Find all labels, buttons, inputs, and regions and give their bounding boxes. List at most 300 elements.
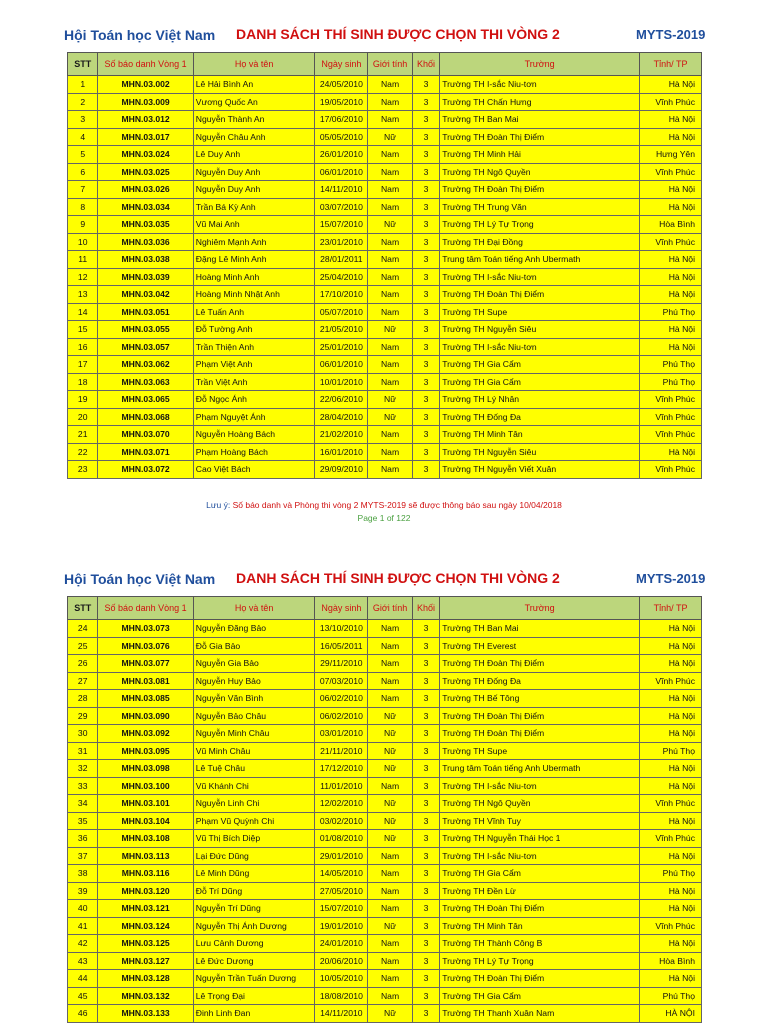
cell-stt: 37 bbox=[68, 847, 98, 865]
table-row bbox=[68, 847, 702, 865]
cell-gender: Nam bbox=[368, 373, 413, 391]
cell-birth-date: 13/10/2010 bbox=[315, 620, 368, 638]
cell-school: Trung tâm Toán tiếng Anh Ubermath bbox=[440, 251, 640, 269]
table-row bbox=[68, 865, 702, 883]
cell-stt: 46 bbox=[68, 1005, 98, 1023]
cell-stt: 12 bbox=[68, 268, 98, 286]
cell-school: Trường TH Gia Cẩm bbox=[440, 865, 640, 883]
cell-candidate-id: MHN.03.051 bbox=[98, 303, 193, 321]
table-row bbox=[68, 163, 702, 181]
cell-gender: Nữ bbox=[368, 707, 413, 725]
cell-birth-date: 28/04/2010 bbox=[315, 408, 368, 426]
cell-birth-date: 25/01/2010 bbox=[315, 338, 368, 356]
table-row bbox=[68, 637, 702, 655]
cell-school: Trường TH Đống Đa bbox=[440, 672, 640, 690]
column-header-school: Trường bbox=[440, 597, 640, 620]
cell-province: Phú Thọ bbox=[640, 987, 702, 1005]
cell-candidate-id: MHN.03.085 bbox=[98, 690, 193, 708]
cell-full-name: Nguyễn Thành An bbox=[193, 111, 315, 129]
cell-grade: 3 bbox=[412, 216, 439, 234]
cell-school: Trường TH Đống Đa bbox=[440, 408, 640, 426]
cell-province: Hòa Bình bbox=[640, 952, 702, 970]
cell-full-name: Nguyễn Gia Bảo bbox=[193, 655, 315, 673]
cell-grade: 3 bbox=[412, 233, 439, 251]
column-header-grade: Khối bbox=[412, 53, 439, 76]
cell-province: Phú Thọ bbox=[640, 303, 702, 321]
footnote-label: Lưu ý: bbox=[206, 500, 231, 510]
cell-gender: Nam bbox=[368, 655, 413, 673]
table-row bbox=[68, 233, 702, 251]
cell-school: Trường TH Lý Tự Trọng bbox=[440, 952, 640, 970]
cell-grade: 3 bbox=[412, 637, 439, 655]
cell-birth-date: 12/02/2010 bbox=[315, 795, 368, 813]
table-row bbox=[68, 461, 702, 479]
cell-candidate-id: MHN.03.026 bbox=[98, 181, 193, 199]
cell-candidate-id: MHN.03.038 bbox=[98, 251, 193, 269]
cell-candidate-id: MHN.03.077 bbox=[98, 655, 193, 673]
cell-grade: 3 bbox=[412, 795, 439, 813]
cell-gender: Nữ bbox=[368, 812, 413, 830]
cell-stt: 43 bbox=[68, 952, 98, 970]
cell-grade: 3 bbox=[412, 251, 439, 269]
column-header-full-name: Họ và tên bbox=[193, 597, 315, 620]
cell-birth-date: 29/01/2010 bbox=[315, 847, 368, 865]
cell-province: Hà Nội bbox=[640, 111, 702, 129]
cell-birth-date: 21/11/2010 bbox=[315, 742, 368, 760]
cell-full-name: Lê Đức Dương bbox=[193, 952, 315, 970]
cell-full-name: Nguyễn Duy Anh bbox=[193, 163, 315, 181]
table-row bbox=[68, 690, 702, 708]
table-row bbox=[68, 198, 702, 216]
cell-school: Trường TH Đoàn Thị Điểm bbox=[440, 655, 640, 673]
column-header-birth-date: Ngày sinh bbox=[315, 53, 368, 76]
document-title: DANH SÁCH THÍ SINH ĐƯỢC CHỌN THI VÒNG 2 bbox=[236, 26, 560, 42]
cell-school: Trường TH Nguyễn Viết Xuân bbox=[440, 461, 640, 479]
cell-birth-date: 19/01/2010 bbox=[315, 917, 368, 935]
footnote-text: Số báo danh và Phòng thi vòng 2 MYTS-2019 sẽ được thông báo sau ngày 10/04/2018 bbox=[232, 500, 562, 510]
cell-gender: Nam bbox=[368, 426, 413, 444]
cell-school: Trường TH Gia Cẩm bbox=[440, 373, 640, 391]
cell-gender: Nữ bbox=[368, 408, 413, 426]
cell-full-name: Lại Đức Dũng bbox=[193, 847, 315, 865]
cell-grade: 3 bbox=[412, 900, 439, 918]
cell-birth-date: 14/05/2010 bbox=[315, 865, 368, 883]
cell-school: Trường TH Đại Đồng bbox=[440, 233, 640, 251]
cell-school: Trường TH Đoàn Thị Điểm bbox=[440, 900, 640, 918]
cell-candidate-id: MHN.03.065 bbox=[98, 391, 193, 409]
page-number: Page 1 of 122 bbox=[357, 513, 411, 523]
table-row bbox=[68, 795, 702, 813]
cell-gender: Nữ bbox=[368, 1005, 413, 1023]
cell-gender: Nữ bbox=[368, 216, 413, 234]
table-row bbox=[68, 655, 702, 673]
cell-province: Hà Nội bbox=[640, 777, 702, 795]
cell-grade: 3 bbox=[412, 987, 439, 1005]
cell-school: Trường TH Supe bbox=[440, 742, 640, 760]
cell-gender: Nam bbox=[368, 233, 413, 251]
cell-candidate-id: MHN.03.039 bbox=[98, 268, 193, 286]
cell-full-name: Nguyễn Châu Anh bbox=[193, 128, 315, 146]
cell-birth-date: 29/09/2010 bbox=[315, 461, 368, 479]
cell-grade: 3 bbox=[412, 970, 439, 988]
table-row bbox=[68, 620, 702, 638]
column-header-full-name: Họ và tên bbox=[193, 53, 315, 76]
table-row bbox=[68, 391, 702, 409]
cell-birth-date: 16/01/2010 bbox=[315, 443, 368, 461]
table-row bbox=[68, 408, 702, 426]
cell-birth-date: 14/11/2010 bbox=[315, 1005, 368, 1023]
cell-stt: 5 bbox=[68, 146, 98, 164]
cell-province: Vĩnh Phúc bbox=[640, 233, 702, 251]
cell-province: Hà Nội bbox=[640, 338, 702, 356]
cell-grade: 3 bbox=[412, 461, 439, 479]
cell-province: Phú Thọ bbox=[640, 356, 702, 374]
cell-province: Hà Nội bbox=[640, 268, 702, 286]
cell-stt: 45 bbox=[68, 987, 98, 1005]
cell-school: Trường TH Đền Lừ bbox=[440, 882, 640, 900]
page-2 bbox=[0, 544, 768, 1019]
cell-full-name: Nguyễn Duy Anh bbox=[193, 181, 315, 199]
cell-stt: 18 bbox=[68, 373, 98, 391]
cell-school: Trường TH Đoàn Thị Điểm bbox=[440, 181, 640, 199]
table-row bbox=[68, 356, 702, 374]
table-row bbox=[68, 426, 702, 444]
cell-candidate-id: MHN.03.081 bbox=[98, 672, 193, 690]
cell-full-name: Phạm Hoàng Bách bbox=[193, 443, 315, 461]
cell-candidate-id: MHN.03.076 bbox=[98, 637, 193, 655]
table-row bbox=[68, 181, 702, 199]
cell-province: Vĩnh Phúc bbox=[640, 795, 702, 813]
cell-candidate-id: MHN.03.132 bbox=[98, 987, 193, 1005]
cell-province: Phú Thọ bbox=[640, 865, 702, 883]
cell-candidate-id: MHN.03.116 bbox=[98, 865, 193, 883]
table-row bbox=[68, 321, 702, 339]
cell-gender: Nam bbox=[368, 338, 413, 356]
cell-birth-date: 26/01/2010 bbox=[315, 146, 368, 164]
cell-candidate-id: MHN.03.042 bbox=[98, 286, 193, 304]
column-header-gender: Giới tính bbox=[368, 53, 413, 76]
cell-birth-date: 03/01/2010 bbox=[315, 725, 368, 743]
cell-school: Trường TH I-sắc Niu-tơn bbox=[440, 777, 640, 795]
cell-stt: 14 bbox=[68, 303, 98, 321]
cell-birth-date: 03/07/2010 bbox=[315, 198, 368, 216]
cell-school: Trường TH Đoàn Thị Điểm bbox=[440, 286, 640, 304]
cell-school: Trường TH I-sắc Niu-tơn bbox=[440, 268, 640, 286]
cell-province: Vĩnh Phúc bbox=[640, 461, 702, 479]
cell-province: Hà Nội bbox=[640, 760, 702, 778]
cell-grade: 3 bbox=[412, 620, 439, 638]
cell-stt: 26 bbox=[68, 655, 98, 673]
cell-province: Vĩnh Phúc bbox=[640, 93, 702, 111]
cell-stt: 30 bbox=[68, 725, 98, 743]
table-row bbox=[68, 672, 702, 690]
cell-province: Hà Nội bbox=[640, 690, 702, 708]
table-row bbox=[68, 917, 702, 935]
cell-province: Vĩnh Phúc bbox=[640, 426, 702, 444]
cell-full-name: Đỗ Tường Anh bbox=[193, 321, 315, 339]
cell-stt: 38 bbox=[68, 865, 98, 883]
candidate-table bbox=[67, 596, 702, 1023]
cell-full-name: Đỗ Trí Dũng bbox=[193, 882, 315, 900]
table-row bbox=[68, 812, 702, 830]
cell-province: Hưng Yên bbox=[640, 146, 702, 164]
table-row bbox=[68, 725, 702, 743]
column-header-province: Tỉnh/ TP bbox=[640, 597, 702, 620]
cell-grade: 3 bbox=[412, 391, 439, 409]
cell-province: Hà Nội bbox=[640, 181, 702, 199]
table-row bbox=[68, 251, 702, 269]
cell-grade: 3 bbox=[412, 93, 439, 111]
cell-candidate-id: MHN.03.070 bbox=[98, 426, 193, 444]
cell-stt: 4 bbox=[68, 128, 98, 146]
cell-stt: 21 bbox=[68, 426, 98, 444]
competition-code: MYTS-2019 bbox=[636, 571, 706, 586]
cell-full-name: Trần Thiện Anh bbox=[193, 338, 315, 356]
cell-full-name: Đỗ Gia Bảo bbox=[193, 637, 315, 655]
cell-grade: 3 bbox=[412, 742, 439, 760]
cell-school: Trường TH Gia Cẩm bbox=[440, 356, 640, 374]
cell-grade: 3 bbox=[412, 672, 439, 690]
cell-province: Hà Nội bbox=[640, 970, 702, 988]
cell-province: Vĩnh Phúc bbox=[640, 391, 702, 409]
cell-school: Trường TH Lý Nhân bbox=[440, 391, 640, 409]
cell-full-name: Nguyễn Thị Ánh Dương bbox=[193, 917, 315, 935]
cell-school: Trường TH I-sắc Niu-tơn bbox=[440, 338, 640, 356]
cell-school: Trường TH Đoàn Thị Điểm bbox=[440, 970, 640, 988]
cell-gender: Nam bbox=[368, 181, 413, 199]
cell-stt: 10 bbox=[68, 233, 98, 251]
cell-stt: 27 bbox=[68, 672, 98, 690]
cell-full-name: Cao Việt Bách bbox=[193, 461, 315, 479]
cell-full-name: Phạm Việt Anh bbox=[193, 356, 315, 374]
cell-birth-date: 19/05/2010 bbox=[315, 93, 368, 111]
cell-province: Hà Nội bbox=[640, 655, 702, 673]
cell-full-name: Lưu Cảnh Dương bbox=[193, 935, 315, 953]
page-header bbox=[0, 0, 768, 52]
cell-grade: 3 bbox=[412, 690, 439, 708]
cell-school: Trường TH Vĩnh Tuy bbox=[440, 812, 640, 830]
cell-gender: Nam bbox=[368, 882, 413, 900]
cell-gender: Nữ bbox=[368, 760, 413, 778]
cell-grade: 3 bbox=[412, 443, 439, 461]
cell-gender: Nữ bbox=[368, 917, 413, 935]
cell-province: Hà Nội bbox=[640, 935, 702, 953]
cell-full-name: Lê Duy Anh bbox=[193, 146, 315, 164]
table-row bbox=[68, 128, 702, 146]
footnote bbox=[0, 500, 768, 510]
cell-candidate-id: MHN.03.017 bbox=[98, 128, 193, 146]
cell-full-name: Nguyễn Minh Châu bbox=[193, 725, 315, 743]
cell-stt: 34 bbox=[68, 795, 98, 813]
cell-grade: 3 bbox=[412, 303, 439, 321]
cell-school: Trường TH Đoàn Thị Điểm bbox=[440, 725, 640, 743]
cell-school: Trường TH Nguyễn Siêu bbox=[440, 321, 640, 339]
cell-gender: Nam bbox=[368, 952, 413, 970]
cell-birth-date: 28/01/2011 bbox=[315, 251, 368, 269]
cell-stt: 8 bbox=[68, 198, 98, 216]
cell-gender: Nam bbox=[368, 672, 413, 690]
cell-gender: Nữ bbox=[368, 742, 413, 760]
cell-birth-date: 03/02/2010 bbox=[315, 812, 368, 830]
cell-birth-date: 01/08/2010 bbox=[315, 830, 368, 848]
cell-full-name: Đinh Linh Đan bbox=[193, 1005, 315, 1023]
column-header-birth-date: Ngày sinh bbox=[315, 597, 368, 620]
cell-full-name: Vũ Khánh Chi bbox=[193, 777, 315, 795]
cell-candidate-id: MHN.03.036 bbox=[98, 233, 193, 251]
cell-candidate-id: MHN.03.108 bbox=[98, 830, 193, 848]
cell-gender: Nam bbox=[368, 865, 413, 883]
cell-gender: Nam bbox=[368, 443, 413, 461]
cell-candidate-id: MHN.03.104 bbox=[98, 812, 193, 830]
cell-gender: Nam bbox=[368, 777, 413, 795]
cell-candidate-id: MHN.03.090 bbox=[98, 707, 193, 725]
column-header-gender: Giới tính bbox=[368, 597, 413, 620]
cell-province: Hà Nội bbox=[640, 198, 702, 216]
cell-stt: 17 bbox=[68, 356, 98, 374]
cell-grade: 3 bbox=[412, 181, 439, 199]
column-header-province: Tỉnh/ TP bbox=[640, 53, 702, 76]
cell-stt: 39 bbox=[68, 882, 98, 900]
cell-gender: Nam bbox=[368, 637, 413, 655]
cell-full-name: Nghiêm Mạnh Anh bbox=[193, 233, 315, 251]
cell-birth-date: 22/06/2010 bbox=[315, 391, 368, 409]
cell-gender: Nam bbox=[368, 935, 413, 953]
cell-stt: 22 bbox=[68, 443, 98, 461]
cell-school: Trường TH Bế Tông bbox=[440, 690, 640, 708]
cell-province: Hà Nội bbox=[640, 128, 702, 146]
cell-candidate-id: MHN.03.055 bbox=[98, 321, 193, 339]
table-row bbox=[68, 900, 702, 918]
cell-province: Hà Nội bbox=[640, 76, 702, 94]
cell-school: Trường TH Nguyễn Thái Học 1 bbox=[440, 830, 640, 848]
cell-candidate-id: MHN.03.124 bbox=[98, 917, 193, 935]
cell-grade: 3 bbox=[412, 111, 439, 129]
cell-gender: Nam bbox=[368, 76, 413, 94]
cell-candidate-id: MHN.03.128 bbox=[98, 970, 193, 988]
cell-gender: Nam bbox=[368, 111, 413, 129]
cell-gender: Nam bbox=[368, 900, 413, 918]
cell-province: Hòa Bình bbox=[640, 216, 702, 234]
cell-gender: Nam bbox=[368, 847, 413, 865]
cell-full-name: Hoàng Minh Anh bbox=[193, 268, 315, 286]
cell-birth-date: 27/05/2010 bbox=[315, 882, 368, 900]
table-row bbox=[68, 146, 702, 164]
cell-gender: Nam bbox=[368, 987, 413, 1005]
cell-grade: 3 bbox=[412, 725, 439, 743]
table-row bbox=[68, 987, 702, 1005]
table-row bbox=[68, 882, 702, 900]
table-row bbox=[68, 443, 702, 461]
table-row bbox=[68, 707, 702, 725]
cell-school: Trường TH Đoàn Thị Điểm bbox=[440, 707, 640, 725]
cell-province: Vĩnh Phúc bbox=[640, 163, 702, 181]
cell-grade: 3 bbox=[412, 338, 439, 356]
cell-full-name: Vũ Mai Anh bbox=[193, 216, 315, 234]
cell-candidate-id: MHN.03.101 bbox=[98, 795, 193, 813]
cell-birth-date: 24/01/2010 bbox=[315, 935, 368, 953]
cell-candidate-id: MHN.03.062 bbox=[98, 356, 193, 374]
cell-grade: 3 bbox=[412, 356, 439, 374]
cell-birth-date: 17/06/2010 bbox=[315, 111, 368, 129]
cell-birth-date: 16/05/2011 bbox=[315, 637, 368, 655]
cell-stt: 44 bbox=[68, 970, 98, 988]
cell-stt: 31 bbox=[68, 742, 98, 760]
cell-candidate-id: MHN.03.120 bbox=[98, 882, 193, 900]
cell-grade: 3 bbox=[412, 935, 439, 953]
cell-grade: 3 bbox=[412, 163, 439, 181]
cell-school: Trường TH Thành Công B bbox=[440, 935, 640, 953]
cell-stt: 33 bbox=[68, 777, 98, 795]
column-header-candidate-id: Số báo danh Vòng 1 bbox=[98, 597, 193, 620]
cell-school: Trường TH Đoàn Thị Điểm bbox=[440, 128, 640, 146]
cell-gender: Nam bbox=[368, 970, 413, 988]
cell-province: Hà Nội bbox=[640, 321, 702, 339]
cell-grade: 3 bbox=[412, 426, 439, 444]
column-header-grade: Khối bbox=[412, 597, 439, 620]
cell-gender: Nữ bbox=[368, 830, 413, 848]
cell-birth-date: 15/07/2010 bbox=[315, 900, 368, 918]
cell-full-name: Nguyễn Bảo Châu bbox=[193, 707, 315, 725]
cell-stt: 20 bbox=[68, 408, 98, 426]
cell-birth-date: 29/11/2010 bbox=[315, 655, 368, 673]
column-header-stt: STT bbox=[68, 597, 98, 620]
cell-gender: Nữ bbox=[368, 321, 413, 339]
table-row bbox=[68, 338, 702, 356]
cell-candidate-id: MHN.03.073 bbox=[98, 620, 193, 638]
cell-candidate-id: MHN.03.092 bbox=[98, 725, 193, 743]
cell-grade: 3 bbox=[412, 268, 439, 286]
cell-candidate-id: MHN.03.125 bbox=[98, 935, 193, 953]
cell-candidate-id: MHN.03.034 bbox=[98, 198, 193, 216]
cell-school: Trường TH Ban Mai bbox=[440, 111, 640, 129]
table-row bbox=[68, 830, 702, 848]
table-header-row bbox=[68, 597, 702, 620]
table-row bbox=[68, 373, 702, 391]
cell-grade: 3 bbox=[412, 198, 439, 216]
page-header bbox=[0, 544, 768, 596]
cell-full-name: Nguyễn Văn Bình bbox=[193, 690, 315, 708]
cell-gender: Nam bbox=[368, 251, 413, 269]
cell-gender: Nữ bbox=[368, 391, 413, 409]
cell-gender: Nam bbox=[368, 198, 413, 216]
cell-school: Trường TH Everest bbox=[440, 637, 640, 655]
table-row bbox=[68, 268, 702, 286]
cell-province: Hà Nội bbox=[640, 847, 702, 865]
cell-school: Trường TH Trung Văn bbox=[440, 198, 640, 216]
table-row bbox=[68, 93, 702, 111]
cell-candidate-id: MHN.03.072 bbox=[98, 461, 193, 479]
cell-gender: Nam bbox=[368, 93, 413, 111]
cell-full-name: Lê Trọng Đại bbox=[193, 987, 315, 1005]
cell-province: Vĩnh Phúc bbox=[640, 917, 702, 935]
column-header-school: Trường bbox=[440, 53, 640, 76]
cell-stt: 15 bbox=[68, 321, 98, 339]
cell-candidate-id: MHN.03.133 bbox=[98, 1005, 193, 1023]
cell-birth-date: 06/02/2010 bbox=[315, 690, 368, 708]
cell-grade: 3 bbox=[412, 321, 439, 339]
cell-school: Trường TH Minh Tân bbox=[440, 426, 640, 444]
cell-stt: 40 bbox=[68, 900, 98, 918]
organization-name: Hội Toán học Việt Nam bbox=[64, 27, 216, 43]
table-body bbox=[68, 76, 702, 479]
cell-stt: 29 bbox=[68, 707, 98, 725]
cell-full-name: Trần Bá Kỳ Anh bbox=[193, 198, 315, 216]
cell-full-name: Vũ Minh Châu bbox=[193, 742, 315, 760]
cell-province: Hà Nội bbox=[640, 251, 702, 269]
cell-province: Hà Nội bbox=[640, 637, 702, 655]
cell-stt: 9 bbox=[68, 216, 98, 234]
competition-code: MYTS-2019 bbox=[636, 27, 706, 42]
